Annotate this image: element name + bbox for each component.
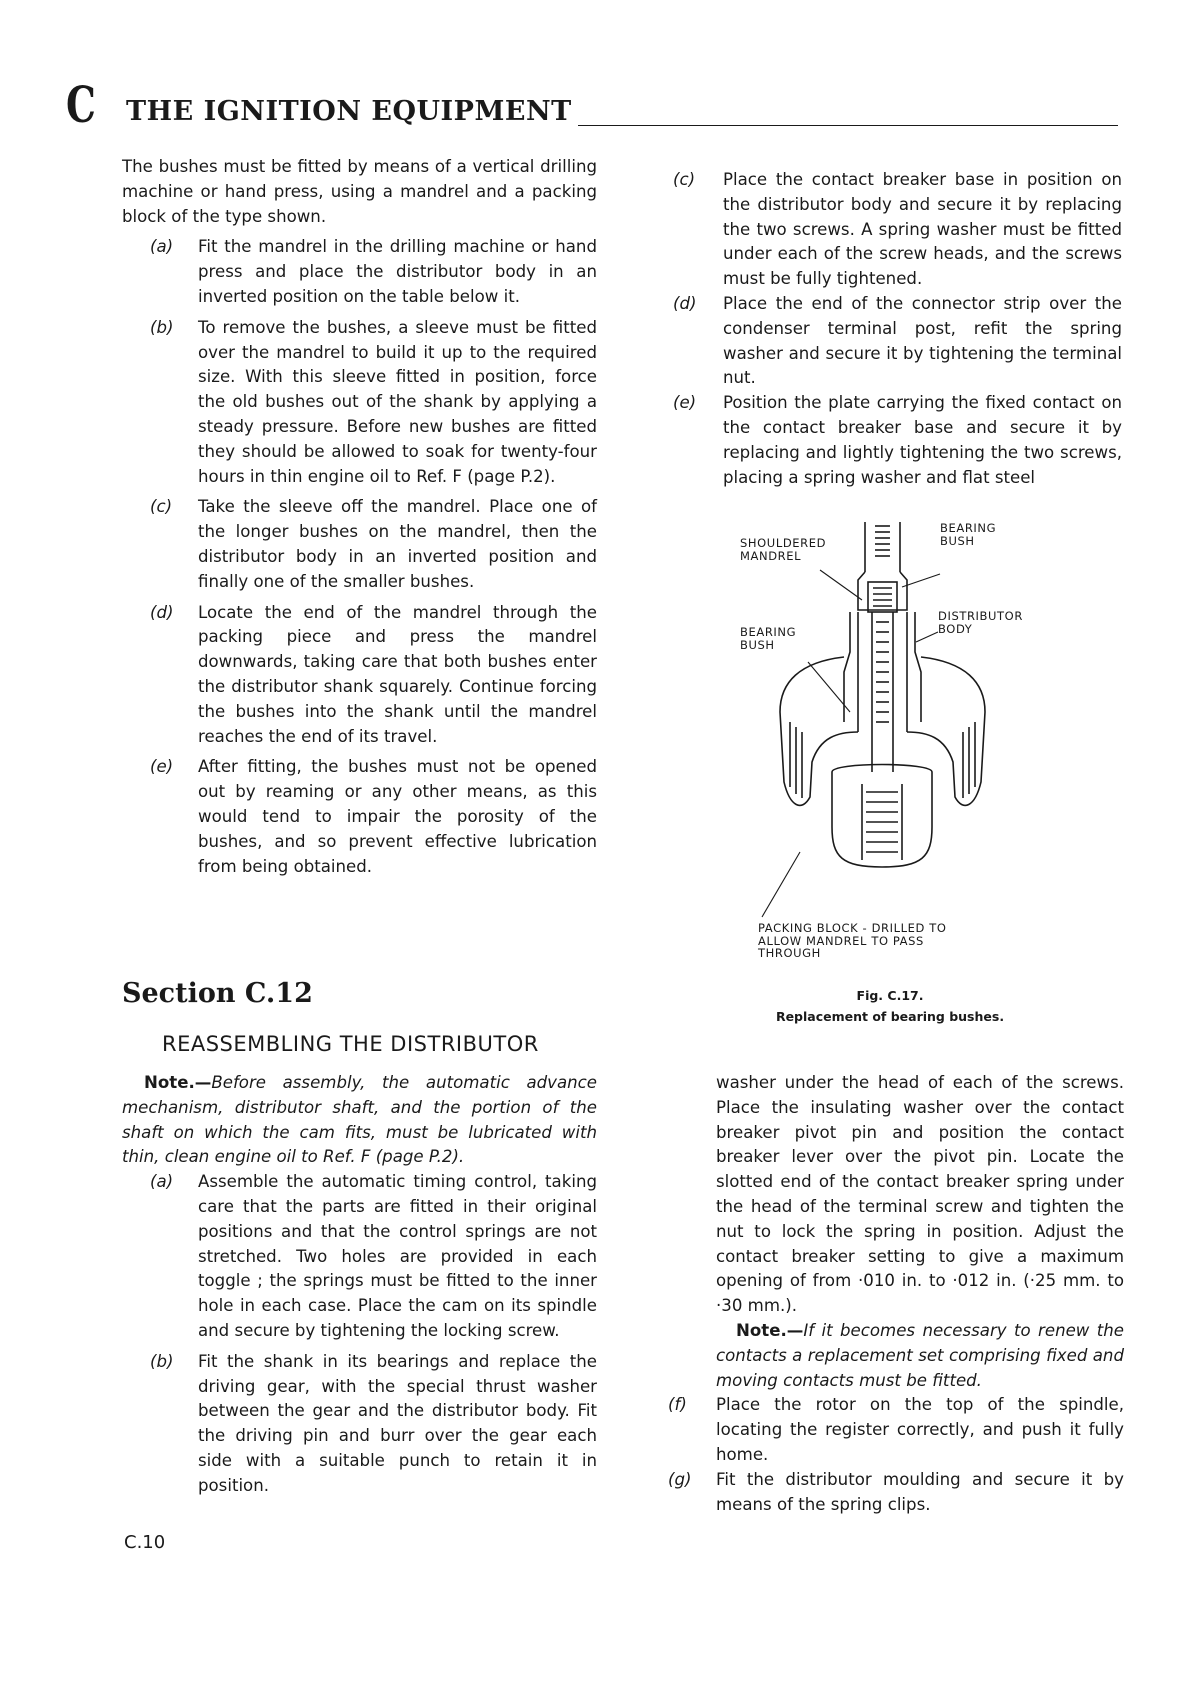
figure-caption: [760, 985, 1020, 1027]
label-packing-block: PACKING BLOCK - DRILLED TO ALLOW MANDREL TO PASS THROUGH: [758, 921, 947, 960]
item-label: (a): [150, 237, 174, 257]
item-text: Place the rotor on the top of the spindle, locating the register correctly, and push it fully home.: [716, 1395, 1124, 1464]
item-label: (f): [668, 1395, 687, 1415]
section-subheading: REASSEMBLING THE DISTRIBUTOR: [162, 1032, 539, 1056]
note-lead: Note.—: [736, 1320, 804, 1340]
list-item: [122, 601, 597, 750]
item-text: Take the sleeve off the mandrel. Place one of the longer bushes on the mandrel, then the distributor body in an inverted position and finally one of the smaller bushes.: [198, 497, 597, 591]
chapter-title: THE IGNITION EQUIPMENT: [126, 96, 572, 127]
list-item: [668, 1393, 1124, 1467]
item-label: (b): [150, 1351, 174, 1371]
section-heading: Section C.12: [122, 978, 313, 1009]
note-paragraph: [122, 1071, 597, 1170]
item-label: (c): [150, 497, 173, 517]
item-label: (e): [150, 757, 174, 777]
note-paragraph: [716, 1319, 1124, 1393]
section-letter: C: [66, 75, 96, 134]
figure-bearing-bushes: [740, 521, 1040, 960]
right-column-top: [669, 168, 1122, 490]
item-text: Place the contact breaker base in position on the distributor body and secure it by replacing the two screws. A spring washer must be fitted under each of the screw heads, and the screws must be fully tightened.: [723, 170, 1122, 289]
item-label: (c): [673, 170, 696, 189]
header-rule: [578, 125, 1118, 126]
item-text: Fit the mandrel in the drilling machine or hand press and place the distributor body in an inverted position on the table below it.: [198, 237, 597, 306]
item-text: Position the plate carrying the fixed contact on the contact breaker base and secure it by replacing and lightly tightening the two screws, placing a spring washer and flat steel: [723, 393, 1122, 487]
continuation-paragraph: washer under the head of each of the screws. Place the insulating washer over the contact breaker pivot pin and position the contact breaker lever over the pivot pin. Locate the slotted end of the contact breaker spring under the head of the terminal screw and tighten the nut to lock the spring in position. Adjust the contact breaker setting to give a maximum opening of from ·010 in. to ·012 in. (·25 mm. to ·30 mm.).: [716, 1073, 1124, 1316]
label-bearing-bush-left: BEARING BUSH: [740, 625, 797, 652]
item-text: Fit the shank in its bearings and replace the driving gear, with the special thrust washer between the gear and the distributor body. Fit the driving pin and burr over the gear each side with a suitable punch to retain it in position.: [198, 1351, 597, 1495]
list-item: [122, 1350, 597, 1499]
right-column-bottom: [668, 1071, 1124, 1517]
label-distributor-body: DISTRIBUTOR BODY: [938, 609, 1023, 636]
item-text: To remove the bushes, a sleeve must be fitted over the mandrel to build it up to the required size. With this sleeve fitted in position, force the old bushes out of the shank by applying a steady pressure. Before new bushes are fitted they should be allowed to soak for twenty-four hours in thin engine oil to Ref. F (page P.2).: [198, 317, 597, 486]
item-label: (g): [668, 1469, 692, 1489]
page-number: C.10: [124, 1532, 166, 1553]
figure-number: Fig. C.17.: [856, 988, 924, 1003]
note-lead: Note.—: [144, 1073, 212, 1092]
item-text: Assemble the automatic timing control, taking care that the parts are fitted in their original positions and that the control springs are not stretched. Two holes are provided in each toggle ; the springs must be fitted to the inner hole in each case. Place the cam on its spindle and secure by tightening the locking screw.: [198, 1172, 597, 1340]
note-text: If it becomes necessary to renew the contacts a replacement set comprising fixed and moving contacts must be fitted.: [716, 1320, 1124, 1390]
distributor-diagram: [740, 522, 1040, 952]
list-item: [668, 1468, 1124, 1518]
list-item: [669, 292, 1122, 391]
item-text: Fit the distributor moulding and secure it by means of the spring clips.: [716, 1469, 1124, 1514]
left-column: [122, 155, 597, 879]
intro-paragraph: The bushes must be fitted by means of a vertical drilling machine or hand press, using a mandrel and a packing block of the type shown.: [122, 157, 597, 226]
list-item: [122, 755, 597, 879]
list-item: [122, 495, 597, 594]
item-label: (a): [150, 1172, 174, 1192]
item-text: After fitting, the bushes must not be opened out by reaming or any other means, as this would tend to impair the porosity of the bushes, and so prevent effective lubrication from being obtained.: [198, 757, 597, 876]
item-label: (d): [150, 602, 174, 622]
figure-caption-text: Replacement of bearing bushes.: [775, 1009, 1005, 1024]
item-text: Locate the end of the mandrel through the packing piece and press the mandrel downwards, taking care that both bushes enter the distributor shank squarely. Continue forcing the bushes into the shank until the mandrel reaches the end of its travel.: [198, 602, 597, 746]
item-label: (d): [673, 293, 697, 313]
item-label: (e): [673, 393, 697, 413]
label-bearing-bush-top: BEARING BUSH: [940, 521, 997, 548]
list-item: [669, 391, 1122, 490]
note-text: Before assembly, the automatic advance mechanism, distributor shaft, and the portion of the shaft on which the cam fits, must be lubricated with thin, clean engine oil to Ref. F (page P.2).: [122, 1073, 597, 1167]
reassembly-column: [122, 1071, 597, 1499]
list-item: [122, 316, 597, 490]
list-item: [122, 235, 597, 309]
list-item: [669, 168, 1122, 292]
item-label: (b): [150, 317, 174, 337]
list-item: [122, 1170, 597, 1344]
item-text: Place the end of the connector strip over the condenser terminal post, refit the spring washer and secure it by tightening the terminal nut.: [723, 293, 1122, 388]
label-shouldered-mandrel: SHOULDERED MANDREL: [740, 536, 827, 563]
